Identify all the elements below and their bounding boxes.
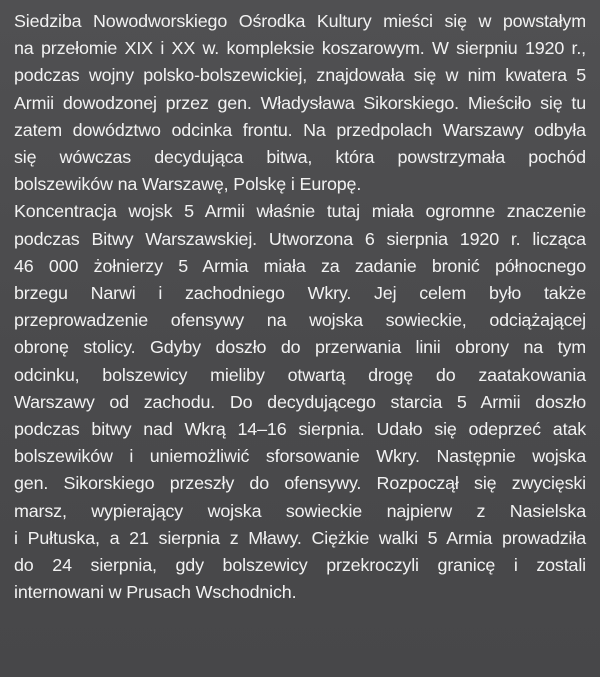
text-line: przeprowadzenie ofensywy na wojska sowieckie, odciążającej: [14, 310, 586, 331]
text-line: brzegu Narwi i zachodniego Wkry. Jej celem było także: [14, 283, 586, 304]
plaque-text: [14, 8, 586, 606]
text-line: 46 000 żołnierzy 5 Armia miała za zadanie bronić północnego: [14, 255, 586, 276]
text-line: do 24 sierpnia, gdy bolszewicy przekroczyli granicę i zostali: [14, 555, 586, 576]
text-line: gen. Sikorskiego przeszły do ofensywy. Rozpoczął się zwycięski: [14, 473, 586, 494]
text-line: się wówczas decydująca bitwa, która powstrzymała pochód: [14, 147, 586, 168]
text-line: marsz, wypierający wojska sowieckie najpierw z Nasielska: [14, 500, 586, 521]
text-line: internowani w Prusach Wschodnich.: [14, 582, 297, 603]
text-line: bolszewików na Warszawę, Polskę i Europę.: [14, 174, 362, 195]
text-line: i Pułtuska, a 21 sierpnia z Mławy. Ciężkie walki 5 Armia prowadziła: [14, 527, 586, 548]
text-line: odcinku, bolszewicy mieliby otwartą drogę do zaatakowania: [14, 364, 586, 385]
text-line: zatem dowództwo odcinka frontu. Na przedpolach Warszawy odbyła: [14, 119, 586, 140]
text-line: podczas bitwy nad Wkrą 14–16 sierpnia. Udało się odeprzeć atak: [14, 419, 586, 440]
text-line: Armii dowodzonej przez gen. Władysława Sikorskiego. Mieściło się tu: [14, 92, 586, 113]
text-line: Koncentracja wojsk 5 Armii właśnie tutaj miała ogromne znaczenie: [14, 201, 586, 222]
text-line: na przełomie XIX i XX w. kompleksie koszarowym. W sierpniu 1920 r.,: [14, 38, 586, 59]
text-line: Siedziba Nowodworskiego Ośrodka Kultury mieści się w powstałym: [14, 11, 586, 31]
text-line: obronę stolicy. Gdyby doszło do przerwania linii obrony na tym: [14, 337, 586, 358]
text-line: podczas wojny polsko-bolszewickiej, znajdowała się w nim kwatera 5: [14, 65, 586, 86]
text-line: Warszawy od zachodu. Do decydującego starcia 5 Armii doszło: [14, 391, 586, 412]
text-line: podczas Bitwy Warszawskiej. Utworzona 6 sierpnia 1920 r. licząca: [14, 228, 586, 249]
text-line: bolszewików i uniemożliwić sforsowanie Wkry. Następnie wojska: [14, 446, 586, 467]
